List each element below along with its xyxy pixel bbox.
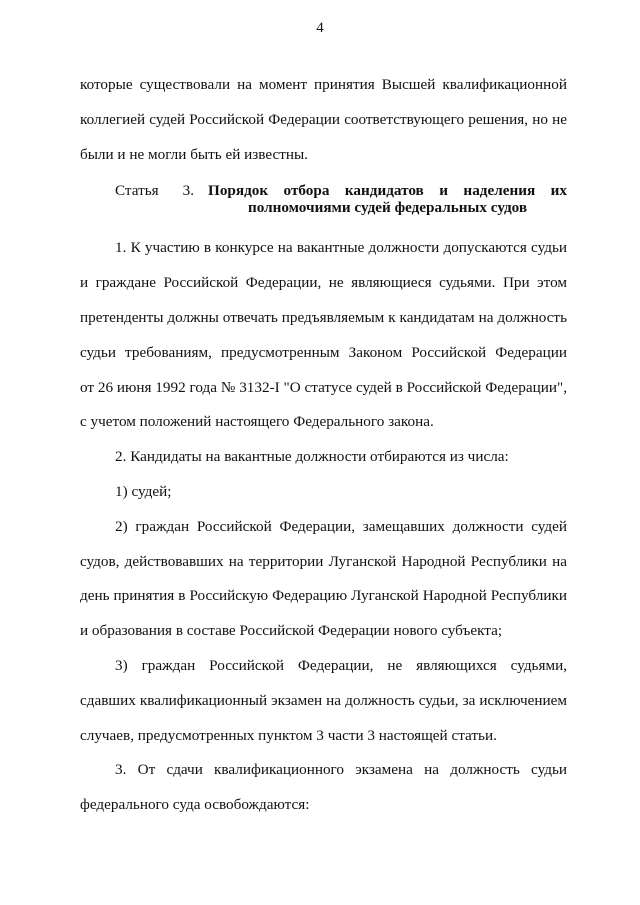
article-label-number: 3. — [182, 182, 194, 200]
text-line: федерального суда освобождаются: — [80, 796, 310, 814]
paragraph-1 — [80, 231, 567, 440]
article-title-line: полномочиями судей федеральных судов — [247, 199, 528, 217]
text-line: и граждане Российской Федерации, не являющиеся судьями. При этом — [80, 274, 567, 292]
text-line: день принятия в Российскую Федерацию Луганской Народной Республики — [80, 587, 567, 605]
text-line: 2. Кандидаты на вакантные должности отбираются из числа: — [115, 448, 509, 466]
text-line: которые существовали на момент принятия Высшей квалификационной — [80, 76, 567, 93]
text-line: судьи требованиям, предусмотренным Законом Российской Федерации — [80, 343, 567, 361]
article-title — [208, 182, 567, 216]
text-line: от 26 июня 1992 года № 3132-I "О статусе судей в Российской Федерации", — [80, 378, 567, 396]
text-line: 1) судей; — [115, 482, 172, 500]
paragraph-2-item-3 — [80, 649, 567, 753]
text-line: судов, действовавших на территории Луганской Народной Республики на — [80, 552, 567, 570]
text-line: претенденты должны отвечать предъявляемым к кандидатам на должность — [80, 308, 567, 326]
text-line: 3. От сдачи квалификационного экзамена на должность судьи — [115, 761, 567, 779]
article-heading — [80, 182, 567, 216]
text-line: 3) граждан Российской Федерации, не являющихся судьями, — [115, 656, 567, 674]
paragraph-2-item-1 — [80, 475, 567, 510]
text-line: с учетом положений настоящего Федерального закона. — [80, 413, 434, 431]
article-label-word: Статья — [115, 182, 159, 200]
text-line: 2) граждан Российской Федерации, замещавших должности судей — [115, 517, 567, 535]
text-line: коллегией судей Российской Федерации соответствующего решения, но не — [80, 110, 567, 128]
article-label — [80, 182, 208, 216]
page-number: 4 — [316, 20, 324, 36]
paragraph-2-item-2 — [80, 510, 567, 649]
paragraph-3 — [80, 753, 567, 823]
text-line: случаев, предусмотренных пунктом 3 части 3 настоящей статьи. — [80, 726, 497, 744]
text-line: 1. К участию в конкурсе на вакантные должности допускаются судьи — [115, 239, 567, 257]
text-line: сдавших квалификационный экзамен на должность судьи, за исключением — [80, 691, 567, 709]
text-line: были и не могли быть ей известны. — [80, 145, 308, 163]
intro-paragraph — [80, 68, 567, 172]
article-title-line: Порядок отбора кандидатов и наделения их — [208, 182, 567, 200]
document-body — [80, 68, 567, 823]
text-line: и образования в составе Российской Федерации нового субъекта; — [80, 622, 503, 640]
paragraph-2 — [80, 440, 567, 475]
